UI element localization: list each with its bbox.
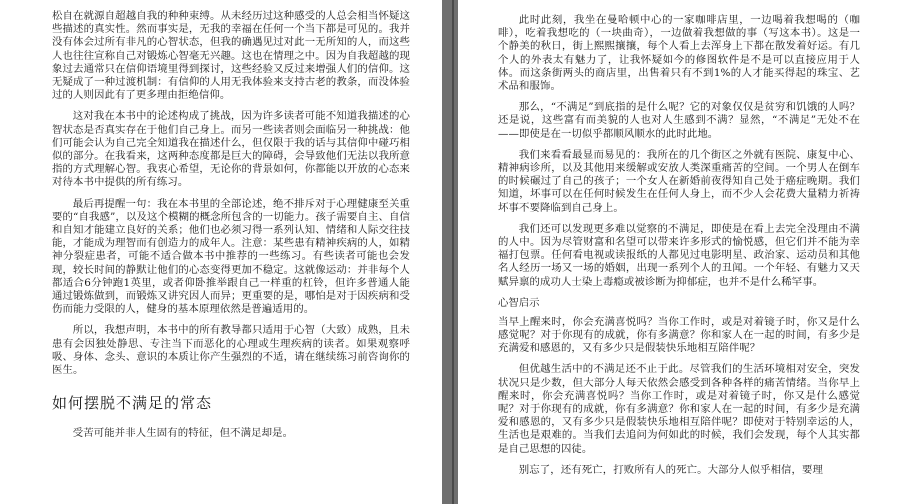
body-paragraph: 此时此刻，我坐在曼哈顿中心的一家咖啡店里，一边喝着我想喝的（咖啡），吃着我想吃的（一块曲奇），一边做着我想做的事（写这本书）。这是一个静美的秋日，街上熙熙攘攘，每个人看上去浑身上下都在散发着好运。有几个人的外表太有魅力了，让我怀疑如今的修图软件是不是可以直接应用于人体。而这条街两头的商店里，出售着只有不到1%的人才能买得起的珠宝、艺术品和服饰。 [498,14,860,93]
callout-paragraph: 当早上醒来时，你会充满喜悦吗？当你工作时，或是对着镜子时，你又是什么感觉呢？对于你现有的成就，你有多满意？你和家人在一起的时间，有多少是充满爱和感恩的，又有多少只是假装快乐地相互陪伴呢？ [498,315,860,355]
left-page [0,0,442,504]
body-paragraph: 最后再提醒一句：我在本书里的全部论述，绝不排斥对于心理健康至关重要的“自我感”，以及这个模糊的概念所包含的一切能力。孩子需要自主、自信和自知才能建立良好的关系；他们也必须习得一系列认知、情绪和人际交往技能，才能成为理智而有创造力的成年人。注意：某些患有精神疾病的人，如精神分裂症患者，可能不适合做本书中推荐的一些练习。有些读者可能也会发现，较长时间的静默让他们的心态变得更加不稳定。这就像运动：并非每个人都适合6分钟跑1英里，或者仰卧推举跟自己一样重的杠铃，但许多普通人能通过锻炼做到，而锻炼又讲究因人而异；更重要的是，哪怕是对于因疾病和受伤而能力受限的人，健身的基本原理依然是普遍适用的。 [52,197,410,316]
body-paragraph: 但优越生活中的不满足还不止于此。尽管我们的生活环境相对安全，突发状况只是少数，但大部分人每天依然会感受到各种各样的痛苦情绪。当你早上醒来时，你会充满喜悦吗？当你工作时，或是对着镜子时，你又是什么感觉呢？对于你现有的成就，你有多满意？你和家人在一起的时间，有多少是充满爱和感恩的，又有多少只是假装快乐地相互陪伴呢？即使对于特别幸运的人，生活也是艰难的。当我们去追问为何如此的时候，我们会发现，每个人其实都是自己思想的囚徒。 [498,363,860,455]
right-page [458,0,900,504]
subsection-title: 心智启示 [498,296,540,309]
body-paragraph: 我们还可以发现更多难以觉察的不满足，即使是在看上去完全没理由不满的人中。因为尽管财富和名望可以带来许多形式的愉悦感，但它们并不能为幸福打包票。任何看电视或读报纸的人都见过电影明星、政治家、运动员和其他名人经历一场又一场的婚姻，出现一系列个人的丑闻。一个年轻、有魅力又天赋异禀的成功人士染上毒瘾或被诊断为抑郁症，也并不是什么稀罕事。 [498,222,860,288]
body-paragraph: 我们来看看最显而易见的：我所在的几个街区之外就有医院、康复中心、精神病诊所，以及其他用来缓解或安放人类深重痛苦的空间。一个男人在倒车的时候碾过了自己的孩子；一个女人在新婚前夜得知自己处于癌症晚期。我们知道，坏事可以在任何时候发生在任何人身上，而不少人会花费大量精力祈祷坏事不要降临到自己身上。 [498,148,860,214]
body-paragraph: 那么，“不满足”到底指的是什么呢？它的对象仅仅是贫穷和饥饿的人吗？还是说，这些富有而美貌的人也对人生感到不满？显然，“不满足”无处不在——即使是在一切似乎都顺风顺水的此时此地。 [498,101,860,140]
body-paragraph: 松自在就源自超越自我的种种束缚。从未经历过这种感受的人总会相当怀疑这些描述的真实性。然而事实是，无我的幸福在任何一个当下都是可见的。我并没有体会过所有非凡的心智状态，但我的确遇见过对此一无所知的人，而这些人也往往宣称自己对锻炼心智毫无兴趣。这也在情理之中。因为自我超越的现象过去通常只在信仰语境里得到探讨，这些经验又反过来增强人们的信仰。这无疑成了一种过渡机制：有信仰的人用无我体验来支持古老的教条，而没体验过的人则因此有了更多理由拒绝信仰。 [52,10,410,102]
page-gutter [442,0,458,504]
page-divider [452,0,454,504]
body-paragraph: 所以，我想声明，本书中的所有教导都只适用于心智（大致）成熟，且未患有会因独处静思、专注当下而恶化的心理或生理疾病的读者。如果观察呼吸、身体、念头、意识的本质让你产生强烈的不适，请在继续练习前咨询你的医生。 [52,324,410,377]
body-paragraph: 这对我在本书中的论述构成了挑战，因为许多读者可能不知道我描述的心智状态是否真实存在于他们自己身上。而另一些读者则会面临另一种挑战：他们可能会认为自己完全知道我在描述什么，但仅限于我的话与其信仰中碰巧相似的部分。在我看来，这两种态度都是巨大的障碍，会导致他们无法以我所意指的方式理解心智。我衷心希望，无论你的背景如何，你都能以开放的心态来对待本书中提供的所有练习。 [52,110,410,189]
section-intro: 受苦可能并非人生固有的特征，但不满足却是。 [72,427,294,440]
body-paragraph: 别忘了，还有死亡，打败所有人的死亡。大部分人似乎相信，要理 [518,463,824,476]
section-title: 如何摆脱不满足的常态 [52,394,213,413]
